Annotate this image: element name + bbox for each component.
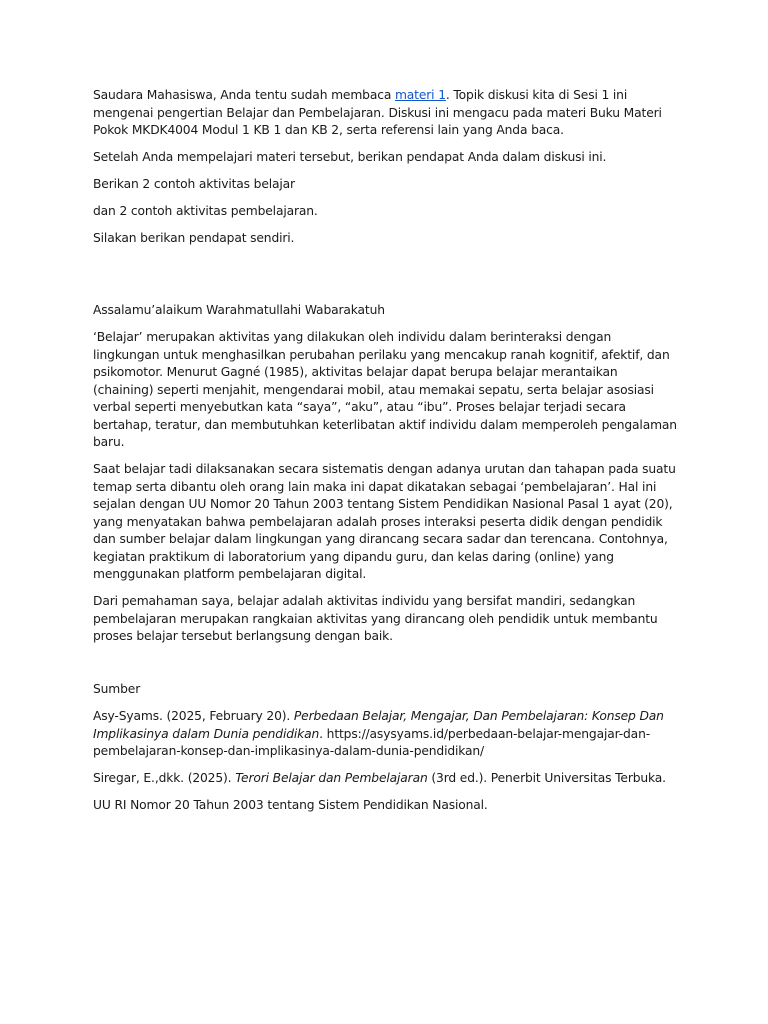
materi-1-link[interactable]: materi 1	[394, 88, 446, 102]
reference-title: Terori Belajar dan Pembelajaran	[235, 771, 428, 785]
document-body	[93, 87, 678, 824]
instruction-learning-examples: Berikan 2 contoh aktivitas belajar	[93, 177, 295, 191]
instruction-own-opinion: Silakan berikan pendapat sendiri.	[93, 231, 295, 245]
intro-paragraph	[93, 87, 678, 140]
section-spacer	[93, 257, 678, 302]
sources-heading: Sumber	[93, 682, 141, 696]
reference-publisher: (3rd ed.). Penerbit Universitas Terbuka.	[427, 771, 666, 785]
reference-url: . https://asysyams.id/perbedaan-belajar-mengajar-dan-pembelajaran-konsep-dan-implikasinya-dalam-dunia-pendidikan/	[93, 726, 650, 758]
reference-uu-ri: UU RI Nomor 20 Tahun 2003 tentang Sistem Pendidikan Nasional.	[93, 798, 488, 812]
answer-paragraph-pembelajaran: Saat belajar tadi dilaksanakan secara sistematis dengan adanya urutan dan tahapan pada suatu temap serta dibantu oleh orang lain maka ini dapat dikatakan sebagai ‘pembelajaran’. Hal ini sejalan dengan UU Nomor 20 Tahun 2003 tentang Sistem Pendidikan Nasional Pasal 1 ayat (20), yang menyatakan bahwa pembelajaran adalah proses interaksi peserta didik dengan pendidik dan sumber belajar dalam lingkungan yang dirancang secara sadar dan terencana. Contohnya, kegiatan praktikum di laboratorium yang dipandu guru, dan kelas daring (online) yang menggunakan platform pembelajaran digital.	[93, 462, 676, 581]
reference-author: Siregar, E.,dkk. (2025).	[93, 771, 236, 785]
reference-title: Perbedaan Belajar, Mengajar, Dan Pembelajaran: Konsep Dan Implikasinya dalam Dunia pendidikan	[93, 709, 664, 741]
intro-text-end: . Topik diskusi kita di Sesi 1 ini mengenai pengertian Belajar dan Pembelajaran. Diskusi ini mengacu pada materi Buku Materi Pokok MKDK4004 Modul 1 KB 1 dan KB 2, serta referensi lain yang Anda baca.	[93, 88, 662, 137]
answer-paragraph-conclusion: Dari pemahaman saya, belajar adalah aktivitas individu yang bersifat mandiri, sedangkan pembelajaran merupakan rangkaian aktivitas yang dirancang oleh pendidik untuk membantu proses belajar tersebut berlangsung dengan baik.	[93, 594, 658, 643]
intro-text-start: Saudara Mahasiswa, Anda tentu sudah membaca	[93, 88, 395, 102]
answer-paragraph-belajar: ‘Belajar’ merupakan aktivitas yang dilakukan oleh individu dalam berinteraksi dengan lingkungan untuk menghasilkan perubahan perilaku yang mencakup ranah kognitif, afektif, dan psikomotor. Menurut Gagné (1985), aktivitas belajar dapat berupa belajar merantaikan (chaining) seperti menjahit, mengendarai mobil, atau memakai sepatu, serta belajar asosiasi verbal seperti menyebutkan kata “saya”, “aku”, atau “ibu”. Proses belajar terjadi secara bertahap, teratur, dan membutuhkan keterlibatan aktif individu dalam memperoleh pengalaman baru.	[93, 330, 677, 449]
section-spacer	[93, 655, 678, 681]
greeting: Assalamu’alaikum Warahmatullahi Wabarakatuh	[93, 303, 385, 317]
reference-author: Asy-Syams. (2025, February 20).	[93, 709, 294, 723]
instruction-paragraph: Setelah Anda mempelajari materi tersebut, berikan pendapat Anda dalam diskusi ini.	[93, 150, 607, 164]
reference-asy-syams	[93, 708, 678, 761]
instruction-teaching-examples: dan 2 contoh aktivitas pembelajaran.	[93, 204, 318, 218]
reference-siregar	[93, 770, 678, 788]
